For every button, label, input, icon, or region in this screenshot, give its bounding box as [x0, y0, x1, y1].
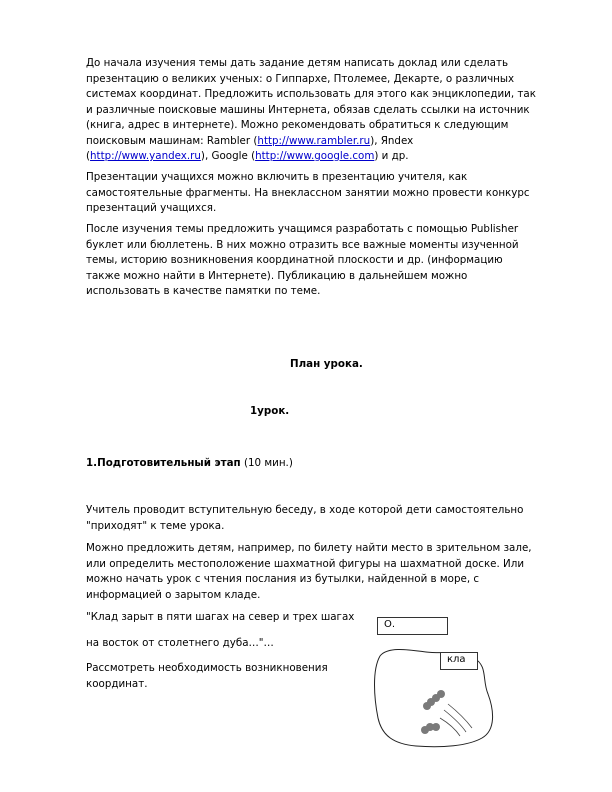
- rambler-link[interactable]: http://www.rambler.ru: [257, 134, 371, 147]
- text-line: системах координат. Предложить использовать для этого как энциклопедии, так: [86, 88, 536, 100]
- text-line: самостоятельные фрагменты. На внеклассном занятии можно провести конкурс: [86, 186, 530, 199]
- lesson-one-title: 1урок.: [250, 405, 290, 417]
- text-fragment: ), Google (: [200, 150, 256, 162]
- text-line: Учитель проводит вступительную беседу, в ходе которой дети самостоятельно: [86, 504, 524, 516]
- quote-line-1: "Клад зарыт в пяти шагах на север и трех шагах: [86, 611, 355, 623]
- text-line: темы, историю возникновения координатной плоскости и др. (информацию: [86, 254, 503, 266]
- presentations-paragraph: [86, 170, 552, 217]
- stage-title: 1.Подготовительный этап: [86, 457, 241, 469]
- text-line: также можно найти в Интернете). Публикацию в дальнейшем можно: [86, 269, 468, 282]
- text-line: можно начать урок с чтения послания из бутылки, найденной в море, с: [86, 573, 480, 585]
- booklet-paragraph: [86, 222, 552, 300]
- text-line: После изучения темы предложить учащимся разработать с помощью Publisher: [86, 223, 519, 235]
- conclusion-line: Рассмотреть необходимость возникновения координат.: [86, 662, 328, 690]
- stage-heading: [86, 456, 293, 470]
- text-line: презентацию о великих ученых: о Гиппархе, Птолемее, Декарте, о различных: [86, 72, 515, 85]
- label-box-text: О.: [384, 619, 396, 630]
- text-line: Презентации учащихся можно включить в презентацию учителя, как: [86, 171, 468, 183]
- label-box-kla: [440, 652, 478, 670]
- lesson-plan-title: План урока.: [290, 358, 363, 370]
- google-link[interactable]: http://www.google.com: [255, 150, 375, 162]
- text-line: информацией о зарытом кладе.: [86, 588, 261, 601]
- label-box-o: [377, 617, 448, 635]
- text-line: и различные поисковые машины Интернета, обязав сделать ссылки на источник: [86, 103, 530, 116]
- stage-duration: (10 мин.): [240, 457, 293, 469]
- text-line: [86, 134, 552, 150]
- text-line: "приходят" к теме урока.: [86, 519, 225, 532]
- text-line: или определить местоположение шахматной фигуры на шахматной доске. Или: [86, 557, 525, 570]
- intro-paragraph: [86, 56, 552, 165]
- text-line: использовать в качестве памятки по теме.: [86, 285, 321, 297]
- text-line: буклет или бюллетень. В них можно отразить все важные моменты изученной: [86, 238, 519, 251]
- teacher-paragraph: [86, 503, 552, 534]
- label-box-text: кла: [447, 654, 466, 665]
- text-line: До начала изучения темы дать задание детям написать доклад или сделать: [86, 57, 509, 69]
- text-fragment: (: [86, 150, 91, 162]
- stone: [432, 723, 440, 731]
- text-line: презентаций учащихся.: [86, 202, 217, 214]
- suggestion-paragraph: [86, 541, 552, 603]
- text-fragment: ) и др.: [374, 150, 409, 162]
- text-fragment: ), Яndex: [370, 134, 414, 147]
- text-fragment: поисковым машинам: Rambler (: [86, 134, 258, 147]
- text-line: Можно предложить детям, например, по билету найти место в зрительном зале,: [86, 542, 532, 554]
- text-line: [86, 149, 552, 165]
- yandex-link[interactable]: http://www.yandex.ru: [90, 150, 201, 162]
- stone: [421, 726, 429, 734]
- quote-line-2: на восток от столетнего дуба…"…: [86, 637, 274, 649]
- stone: [423, 702, 431, 710]
- text-line: (книга, адрес в интернете). Можно рекомендовать обратиться к следующим: [86, 119, 509, 131]
